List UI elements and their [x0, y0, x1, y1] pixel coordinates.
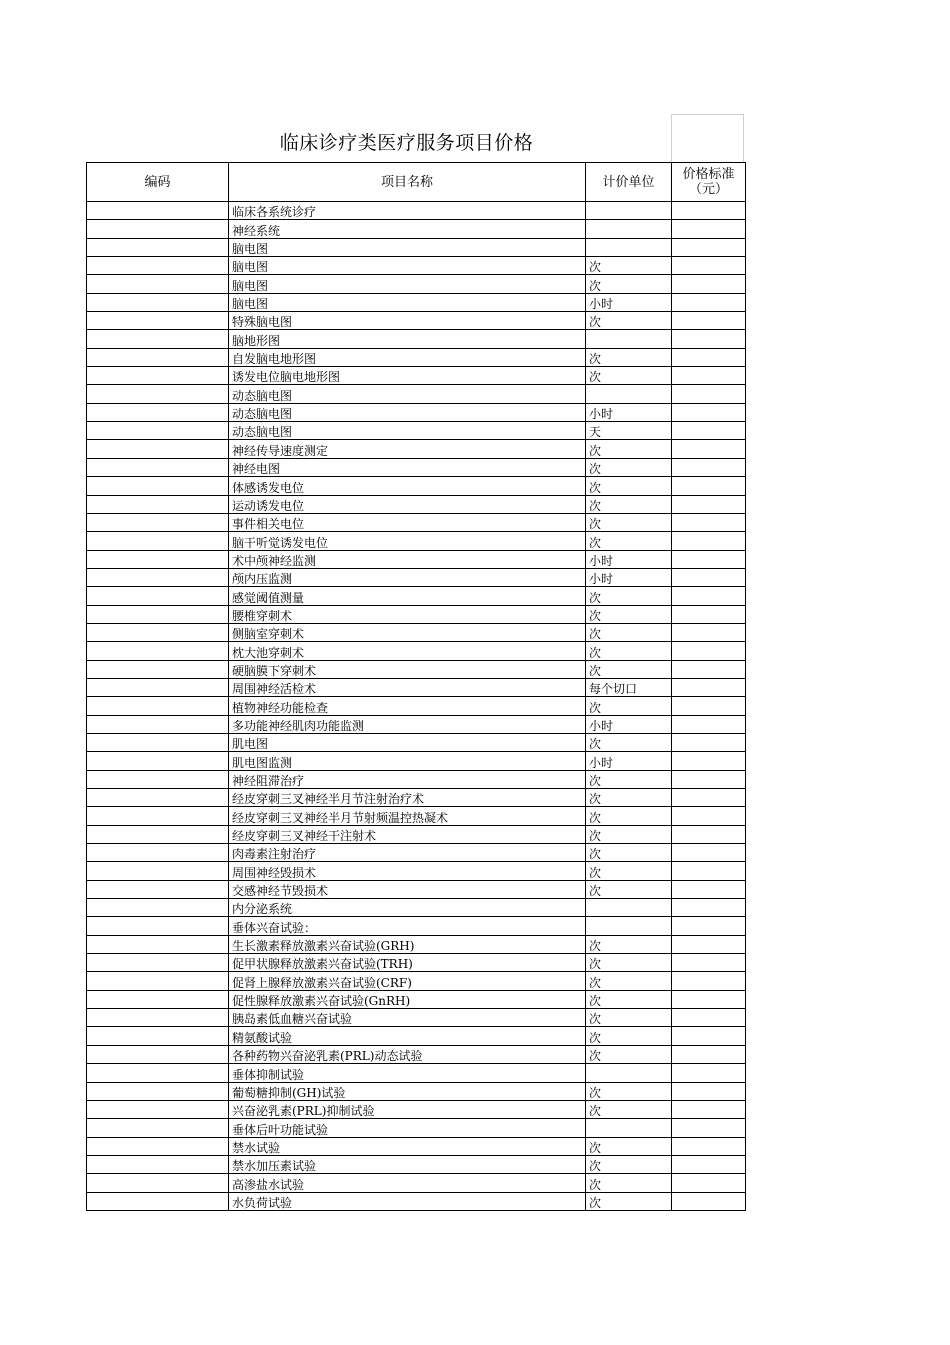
- unit-cell: 次: [586, 789, 672, 807]
- code-cell: [87, 1155, 229, 1173]
- price-cell: [672, 312, 746, 330]
- code-cell: [87, 1064, 229, 1082]
- unit-cell: 次: [586, 1192, 672, 1210]
- price-cell: [672, 990, 746, 1008]
- price-cell: [672, 972, 746, 990]
- unit-cell: 次: [586, 367, 672, 385]
- price-cell: [672, 532, 746, 550]
- price-cell: [672, 1192, 746, 1210]
- item-name-cell: 脑地形图: [229, 330, 586, 348]
- item-name-cell: 临床各系统诊疗: [229, 202, 586, 220]
- price-cell: [672, 954, 746, 972]
- table-row: [87, 660, 746, 678]
- table-row: [87, 440, 746, 458]
- table-row: [87, 880, 746, 898]
- unit-cell: 次: [586, 257, 672, 275]
- price-cell: [672, 825, 746, 843]
- unit-cell: 次: [586, 844, 672, 862]
- price-cell: [672, 477, 746, 495]
- item-name-cell: 侧脑室穿刺术: [229, 623, 586, 641]
- code-cell: [87, 733, 229, 751]
- unit-cell: 小时: [586, 715, 672, 733]
- table-body: [87, 202, 746, 1211]
- item-name-cell: 高渗盐水试验: [229, 1174, 586, 1192]
- unit-cell: 次: [586, 587, 672, 605]
- code-cell: [87, 880, 229, 898]
- code-cell: [87, 257, 229, 275]
- unit-cell: [586, 330, 672, 348]
- code-cell: [87, 513, 229, 531]
- price-table: [86, 162, 746, 1211]
- price-cell: [672, 1064, 746, 1082]
- header-unit: 计价单位: [586, 163, 672, 202]
- price-cell: [672, 587, 746, 605]
- code-cell: [87, 844, 229, 862]
- unit-cell: 次: [586, 605, 672, 623]
- code-cell: [87, 1009, 229, 1027]
- price-cell: [672, 367, 746, 385]
- unit-cell: 小时: [586, 293, 672, 311]
- unit-cell: [586, 899, 672, 917]
- item-name-cell: 自发脑电地形图: [229, 348, 586, 366]
- table-row: [87, 917, 746, 935]
- item-name-cell: 垂体兴奋试验：: [229, 917, 586, 935]
- unit-cell: [586, 385, 672, 403]
- price-cell: [672, 642, 746, 660]
- unit-cell: 次: [586, 770, 672, 788]
- table-row: [87, 715, 746, 733]
- table-row: [87, 1009, 746, 1027]
- table-row: [87, 1082, 746, 1100]
- unit-cell: 次: [586, 477, 672, 495]
- table-row: [87, 587, 746, 605]
- price-cell: [672, 1027, 746, 1045]
- table-row: [87, 935, 746, 953]
- price-cell: [672, 917, 746, 935]
- table-header-row: [87, 163, 746, 202]
- table-row: [87, 1119, 746, 1137]
- unit-cell: 次: [586, 1027, 672, 1045]
- price-cell: [672, 550, 746, 568]
- item-name-cell: 事件相关电位: [229, 513, 586, 531]
- unit-cell: 次: [586, 458, 672, 476]
- table-row: [87, 513, 746, 531]
- code-cell: [87, 440, 229, 458]
- header-price: 价格标准 （元）: [672, 163, 746, 202]
- item-name-cell: 脑电图: [229, 293, 586, 311]
- code-cell: [87, 1027, 229, 1045]
- item-name-cell: 水负荷试验: [229, 1192, 586, 1210]
- price-cell: [672, 1082, 746, 1100]
- price-cell: [672, 807, 746, 825]
- unit-cell: 次: [586, 935, 672, 953]
- item-name-cell: 周围神经毁损术: [229, 862, 586, 880]
- code-cell: [87, 1082, 229, 1100]
- table-row: [87, 1064, 746, 1082]
- unit-cell: 天: [586, 422, 672, 440]
- unit-cell: 次: [586, 275, 672, 293]
- code-cell: [87, 238, 229, 256]
- table-row: [87, 1100, 746, 1118]
- item-name-cell: 腰椎穿刺术: [229, 605, 586, 623]
- price-cell: [672, 275, 746, 293]
- price-cell: [672, 440, 746, 458]
- price-cell: [672, 458, 746, 476]
- table-row: [87, 275, 746, 293]
- page-title: 临床诊疗类医疗服务项目价格: [279, 132, 534, 154]
- header-code: 编码: [87, 163, 229, 202]
- code-cell: [87, 385, 229, 403]
- price-cell: [672, 660, 746, 678]
- price-cell: [672, 1119, 746, 1137]
- item-name-cell: 运动诱发电位: [229, 495, 586, 513]
- unit-cell: 次: [586, 440, 672, 458]
- unit-cell: 小时: [586, 550, 672, 568]
- table-row: [87, 678, 746, 696]
- unit-cell: 小时: [586, 752, 672, 770]
- table-row: [87, 568, 746, 586]
- unit-cell: [586, 238, 672, 256]
- unit-cell: 次: [586, 1137, 672, 1155]
- unit-cell: 次: [586, 697, 672, 715]
- price-cell: [672, 844, 746, 862]
- code-cell: [87, 715, 229, 733]
- item-name-cell: 经皮穿刺三叉神经半月节射频温控热凝术: [229, 807, 586, 825]
- price-cell: [672, 733, 746, 751]
- table-row: [87, 642, 746, 660]
- unit-cell: 次: [586, 1082, 672, 1100]
- table-row: [87, 954, 746, 972]
- table-row: [87, 458, 746, 476]
- item-name-cell: 颅内压监测: [229, 568, 586, 586]
- code-cell: [87, 348, 229, 366]
- price-cell: [672, 899, 746, 917]
- item-name-cell: 周围神经活检术: [229, 678, 586, 696]
- code-cell: [87, 862, 229, 880]
- price-cell: [672, 568, 746, 586]
- unit-cell: [586, 220, 672, 238]
- code-cell: [87, 568, 229, 586]
- table-row: [87, 348, 746, 366]
- unit-cell: 次: [586, 825, 672, 843]
- code-cell: [87, 422, 229, 440]
- table-row: [87, 697, 746, 715]
- item-name-cell: 神经系统: [229, 220, 586, 238]
- item-name-cell: 脑电图: [229, 257, 586, 275]
- code-cell: [87, 1045, 229, 1063]
- item-name-cell: 促甲状腺释放激素兴奋试验(TRH): [229, 954, 586, 972]
- price-cell: [672, 789, 746, 807]
- code-cell: [87, 532, 229, 550]
- code-cell: [87, 330, 229, 348]
- code-cell: [87, 789, 229, 807]
- unit-cell: 每个切口: [586, 678, 672, 696]
- table-row: [87, 752, 746, 770]
- table-row: [87, 990, 746, 1008]
- item-name-cell: 动态脑电图: [229, 422, 586, 440]
- code-cell: [87, 917, 229, 935]
- code-cell: [87, 587, 229, 605]
- price-cell: [672, 422, 746, 440]
- table-row: [87, 312, 746, 330]
- item-name-cell: 神经传导速度测定: [229, 440, 586, 458]
- unit-cell: 小时: [586, 403, 672, 421]
- price-cell: [672, 697, 746, 715]
- table-row: [87, 293, 746, 311]
- price-cell: [672, 293, 746, 311]
- price-cell: [672, 202, 746, 220]
- unit-cell: 次: [586, 660, 672, 678]
- price-cell: [672, 1174, 746, 1192]
- unit-cell: 次: [586, 733, 672, 751]
- unit-cell: 次: [586, 990, 672, 1008]
- unit-cell: 次: [586, 532, 672, 550]
- item-name-cell: 脑干听觉诱发电位: [229, 532, 586, 550]
- price-cell: [672, 348, 746, 366]
- code-cell: [87, 660, 229, 678]
- code-cell: [87, 1119, 229, 1137]
- table-row: [87, 422, 746, 440]
- item-name-cell: 硬脑膜下穿刺术: [229, 660, 586, 678]
- item-name-cell: 肌电图监测: [229, 752, 586, 770]
- unit-cell: 次: [586, 1155, 672, 1173]
- table-row: [87, 477, 746, 495]
- unit-cell: 次: [586, 954, 672, 972]
- item-name-cell: 动态脑电图: [229, 385, 586, 403]
- price-cell: [672, 1100, 746, 1118]
- table-row: [87, 330, 746, 348]
- table-row: [87, 899, 746, 917]
- table-row: [87, 367, 746, 385]
- code-cell: [87, 1100, 229, 1118]
- item-name-cell: 动态脑电图: [229, 403, 586, 421]
- code-cell: [87, 1174, 229, 1192]
- price-cell: [672, 715, 746, 733]
- price-cell: [672, 513, 746, 531]
- item-name-cell: 垂体后叶功能试验: [229, 1119, 586, 1137]
- unit-cell: [586, 1064, 672, 1082]
- price-cell: [672, 605, 746, 623]
- unit-cell: 次: [586, 1100, 672, 1118]
- table-row: [87, 1192, 746, 1210]
- table-row: [87, 385, 746, 403]
- code-cell: [87, 275, 229, 293]
- code-cell: [87, 678, 229, 696]
- item-name-cell: 术中颅神经监测: [229, 550, 586, 568]
- item-name-cell: 诱发电位脑电地形图: [229, 367, 586, 385]
- code-cell: [87, 220, 229, 238]
- code-cell: [87, 972, 229, 990]
- header-corner-cell: [671, 114, 744, 162]
- price-cell: [672, 1045, 746, 1063]
- price-cell: [672, 770, 746, 788]
- table-row: [87, 1137, 746, 1155]
- price-cell: [672, 1137, 746, 1155]
- item-name-cell: 脑电图: [229, 275, 586, 293]
- unit-cell: 次: [586, 807, 672, 825]
- table-row: [87, 238, 746, 256]
- table-row: [87, 257, 746, 275]
- unit-cell: 次: [586, 623, 672, 641]
- item-name-cell: 胰岛素低血糖兴奋试验: [229, 1009, 586, 1027]
- item-name-cell: 特殊脑电图: [229, 312, 586, 330]
- table-row: [87, 403, 746, 421]
- table-row: [87, 220, 746, 238]
- unit-cell: 次: [586, 513, 672, 531]
- code-cell: [87, 899, 229, 917]
- code-cell: [87, 312, 229, 330]
- unit-cell: 次: [586, 642, 672, 660]
- unit-cell: [586, 1119, 672, 1137]
- code-cell: [87, 367, 229, 385]
- code-cell: [87, 990, 229, 1008]
- code-cell: [87, 458, 229, 476]
- price-cell: [672, 1155, 746, 1173]
- price-cell: [672, 385, 746, 403]
- item-name-cell: 禁水试验: [229, 1137, 586, 1155]
- item-name-cell: 生长激素释放激素兴奋试验(GRH): [229, 935, 586, 953]
- item-name-cell: 神经阻滞治疗: [229, 770, 586, 788]
- unit-cell: 次: [586, 312, 672, 330]
- item-name-cell: 植物神经功能检查: [229, 697, 586, 715]
- table-row: [87, 807, 746, 825]
- price-cell: [672, 330, 746, 348]
- price-cell: [672, 238, 746, 256]
- unit-cell: 次: [586, 348, 672, 366]
- unit-cell: [586, 202, 672, 220]
- item-name-cell: 经皮穿刺三叉神经干注射术: [229, 825, 586, 843]
- item-name-cell: 脑电图: [229, 238, 586, 256]
- item-name-cell: 肉毒素注射治疗: [229, 844, 586, 862]
- table-row: [87, 770, 746, 788]
- table-row: [87, 789, 746, 807]
- unit-cell: 次: [586, 495, 672, 513]
- unit-cell: 次: [586, 1174, 672, 1192]
- price-cell: [672, 1009, 746, 1027]
- code-cell: [87, 1192, 229, 1210]
- item-name-cell: 感觉阈值测量: [229, 587, 586, 605]
- table-row: [87, 495, 746, 513]
- item-name-cell: 多功能神经肌肉功能监测: [229, 715, 586, 733]
- header-name: 项目名称: [229, 163, 586, 202]
- item-name-cell: 禁水加压素试验: [229, 1155, 586, 1173]
- code-cell: [87, 403, 229, 421]
- item-name-cell: 神经电图: [229, 458, 586, 476]
- code-cell: [87, 202, 229, 220]
- code-cell: [87, 623, 229, 641]
- unit-cell: 次: [586, 972, 672, 990]
- code-cell: [87, 605, 229, 623]
- code-cell: [87, 954, 229, 972]
- table-row: [87, 1155, 746, 1173]
- code-cell: [87, 807, 229, 825]
- item-name-cell: 经皮穿刺三叉神经半月节注射治疗术: [229, 789, 586, 807]
- item-name-cell: 交感神经节毁损术: [229, 880, 586, 898]
- code-cell: [87, 1137, 229, 1155]
- table-row: [87, 825, 746, 843]
- price-cell: [672, 862, 746, 880]
- item-name-cell: 肌电图: [229, 733, 586, 751]
- price-cell: [672, 495, 746, 513]
- price-cell: [672, 403, 746, 421]
- code-cell: [87, 752, 229, 770]
- code-cell: [87, 825, 229, 843]
- table-row: [87, 1045, 746, 1063]
- table-row: [87, 550, 746, 568]
- item-name-cell: 垂体抑制试验: [229, 1064, 586, 1082]
- item-name-cell: 内分泌系统: [229, 899, 586, 917]
- price-cell: [672, 220, 746, 238]
- table-row: [87, 733, 746, 751]
- unit-cell: 小时: [586, 568, 672, 586]
- unit-cell: 次: [586, 862, 672, 880]
- table-row: [87, 605, 746, 623]
- table-row: [87, 1174, 746, 1192]
- price-cell: [672, 880, 746, 898]
- price-cell: [672, 257, 746, 275]
- price-cell: [672, 935, 746, 953]
- table-row: [87, 972, 746, 990]
- item-name-cell: 促肾上腺释放激素兴奋试验(CRF): [229, 972, 586, 990]
- table-row: [87, 862, 746, 880]
- item-name-cell: 兴奋泌乳素(PRL)抑制试验: [229, 1100, 586, 1118]
- item-name-cell: 各种药物兴奋泌乳素(PRL)动态试验: [229, 1045, 586, 1063]
- item-name-cell: 促性腺释放激素兴奋试验(GnRH): [229, 990, 586, 1008]
- code-cell: [87, 697, 229, 715]
- code-cell: [87, 477, 229, 495]
- table-row: [87, 532, 746, 550]
- code-cell: [87, 293, 229, 311]
- code-cell: [87, 550, 229, 568]
- code-cell: [87, 935, 229, 953]
- table-row: [87, 623, 746, 641]
- code-cell: [87, 642, 229, 660]
- price-cell: [672, 752, 746, 770]
- code-cell: [87, 495, 229, 513]
- item-name-cell: 体感诱发电位: [229, 477, 586, 495]
- table-row: [87, 844, 746, 862]
- unit-cell: 次: [586, 1009, 672, 1027]
- item-name-cell: 精氨酸试验: [229, 1027, 586, 1045]
- unit-cell: 次: [586, 880, 672, 898]
- price-cell: [672, 678, 746, 696]
- unit-cell: [586, 917, 672, 935]
- unit-cell: 次: [586, 1045, 672, 1063]
- item-name-cell: 葡萄糖抑制(GH)试验: [229, 1082, 586, 1100]
- table-row: [87, 1027, 746, 1045]
- table-row: [87, 202, 746, 220]
- price-cell: [672, 623, 746, 641]
- code-cell: [87, 770, 229, 788]
- item-name-cell: 枕大池穿刺术: [229, 642, 586, 660]
